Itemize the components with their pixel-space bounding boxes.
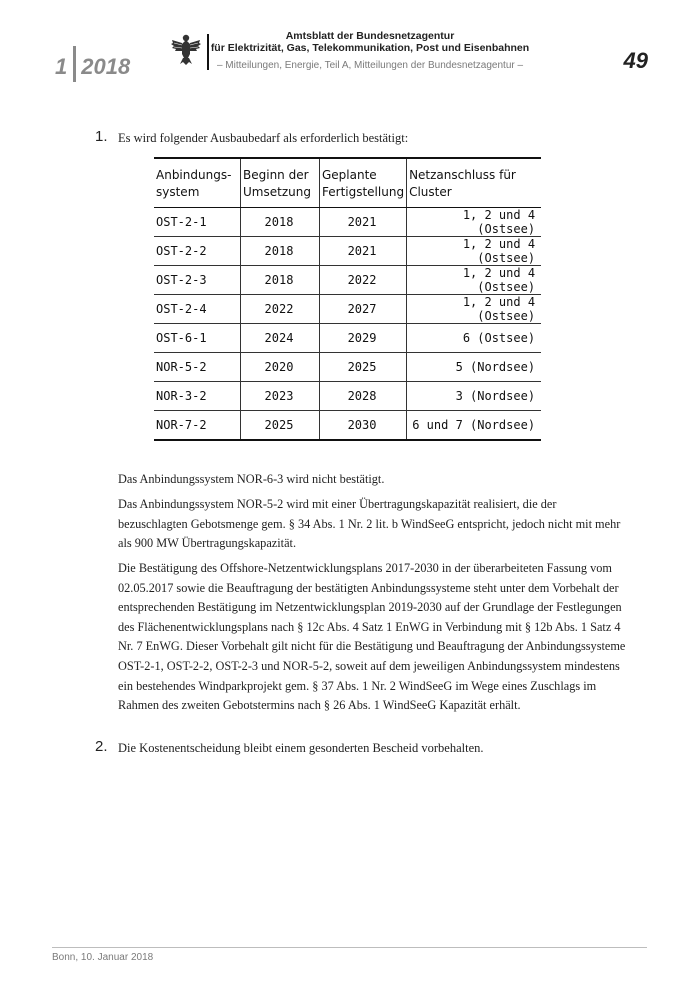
issue-year: 2018 <box>81 54 131 79</box>
cell-start: 2018 <box>241 266 320 295</box>
cell-completion: 2028 <box>320 382 407 411</box>
item-2-text: Die Kostenentscheidung bleibt einem gesonderten Bescheid vorbehalten. <box>118 741 484 755</box>
header-system <box>154 158 241 208</box>
issue-number: 1 <box>55 54 68 79</box>
header-completion-l1: Geplante <box>322 168 377 182</box>
cell-system: OST-2-2 <box>154 237 241 266</box>
cell-start: 2023 <box>241 382 320 411</box>
table-row <box>154 266 541 295</box>
cell-cluster: 1, 2 und 4 (Ostsee) <box>407 295 542 324</box>
cell-cluster: 3 (Nordsee) <box>407 382 542 411</box>
table-row <box>154 208 541 237</box>
cell-system: OST-2-4 <box>154 295 241 324</box>
cell-start: 2020 <box>241 353 320 382</box>
cell-cluster: 6 und 7 (Nordsee) <box>407 411 542 441</box>
cell-cluster: 1, 2 und 4 (Ostsee) <box>407 208 542 237</box>
item-1-text: Es wird folgender Ausbaubedarf als erforderlich bestätigt: <box>118 131 409 145</box>
cell-completion: 2029 <box>320 324 407 353</box>
table-row <box>154 237 541 266</box>
header-start <box>241 158 320 208</box>
gazette-title <box>210 30 530 54</box>
footer-rule <box>52 947 647 948</box>
table-row <box>154 382 541 411</box>
cell-start: 2025 <box>241 411 320 441</box>
cell-completion: 2027 <box>320 295 407 324</box>
header-system-l1: Anbindungs- <box>156 168 232 182</box>
table-row <box>154 295 541 324</box>
cell-start: 2024 <box>241 324 320 353</box>
table-row <box>154 411 541 441</box>
cell-completion: 2021 <box>320 208 407 237</box>
header-cluster-l2: Cluster <box>409 185 452 199</box>
cell-cluster: 1, 2 und 4 (Ostsee) <box>407 237 542 266</box>
issue-divider <box>73 46 76 82</box>
cell-cluster: 6 (Ostsee) <box>407 324 542 353</box>
cell-cluster: 5 (Nordsee) <box>407 353 542 382</box>
footer-place-date: Bonn, 10. Januar 2018 <box>52 952 154 963</box>
header-system-l2: system <box>156 185 200 199</box>
issue-label <box>55 46 130 82</box>
cell-cluster: 1, 2 und 4 (Ostsee) <box>407 266 542 295</box>
table-row <box>154 353 541 382</box>
cell-system: NOR-5-2 <box>154 353 241 382</box>
header-start-l2: Umsetzung <box>243 185 311 199</box>
item-2-number: 2. <box>95 738 108 755</box>
paragraph-nor-5-2: Das Anbindungssystem NOR-5-2 wird mit einer Übertragungskapazität realisiert, die der bezuschlagten Gebotsmenge gem. § 34 Abs. 1 Nr. 2 lit. b WindSeeG entspricht, jedoch nicht mit mehr als 900 MW Übertragungskapazität. <box>118 497 621 551</box>
header-cluster <box>407 158 542 208</box>
cell-start: 2022 <box>241 295 320 324</box>
header-completion <box>320 158 407 208</box>
paragraph-vorbehalt: Die Bestätigung des Offshore-Netzentwicklungsplans 2017-2030 in der überarbeiteten Fassung vom 02.05.2017 sowie die Beauftragung der bestätigten Anbindungssysteme steht unter dem Vorbehalt der entsprechenden Bestätigung im Netzentwicklungsplan 2019-2030 auf der Grundlage der Festlegungen des Flächenentwicklungsplans nach § 12c Abs. 4 Satz 1 EnWG in Verbindung mit § 12b Abs. 1 Satz 4 Nr. 7 EnWG. Dieser Vorbehalt gilt nicht für die Bestätigung und Beauftragung der Anbindungssysteme OST-2-1, OST-2-2, OST-2-3 und NOR-5-2, soweit auf dem jeweiligen Anbindungssystem mindestens ein bestehendes Windparkprojekt gem. § 37 Abs. 1 Nr. 2 WindSeeG im Wege eines Zuschlags im Rahmen des zweiten Gebotstermins nach § 26 Abs. 1 WindSeeG Kapazität erhält. <box>118 561 626 713</box>
page-number: 49 <box>623 48 648 73</box>
cell-completion: 2022 <box>320 266 407 295</box>
gazette-title-line1: Amtsblatt der Bundesnetzagentur <box>285 30 455 42</box>
cell-completion: 2030 <box>320 411 407 441</box>
header-start-l1: Beginn der <box>243 168 309 182</box>
header-separator <box>207 34 209 70</box>
table-row <box>154 324 541 353</box>
header-completion-l2: Fertigstellung <box>322 185 405 199</box>
cell-completion: 2025 <box>320 353 407 382</box>
expansion-table <box>154 157 541 441</box>
paragraph-nor-6-3: Das Anbindungssystem NOR-6-3 wird nicht bestätigt. <box>118 472 385 486</box>
cell-start: 2018 <box>241 208 320 237</box>
header-cluster-l1: Netzanschluss für <box>409 168 516 182</box>
gazette-subtitle: – Mitteilungen, Energie, Teil A, Mitteilungen der Bundesnetzagentur – <box>216 60 524 71</box>
table-header-row <box>154 158 541 208</box>
cell-system: OST-2-3 <box>154 266 241 295</box>
cell-system: OST-6-1 <box>154 324 241 353</box>
cell-start: 2018 <box>241 237 320 266</box>
item-1-number: 1. <box>95 128 108 145</box>
cell-system: OST-2-1 <box>154 208 241 237</box>
cell-system: NOR-3-2 <box>154 382 241 411</box>
gazette-title-line2: für Elektrizität, Gas, Telekommunikation, Post und Eisenbahnen <box>210 42 530 54</box>
federal-eagle-icon <box>170 32 202 66</box>
cell-completion: 2021 <box>320 237 407 266</box>
cell-system: NOR-7-2 <box>154 411 241 441</box>
